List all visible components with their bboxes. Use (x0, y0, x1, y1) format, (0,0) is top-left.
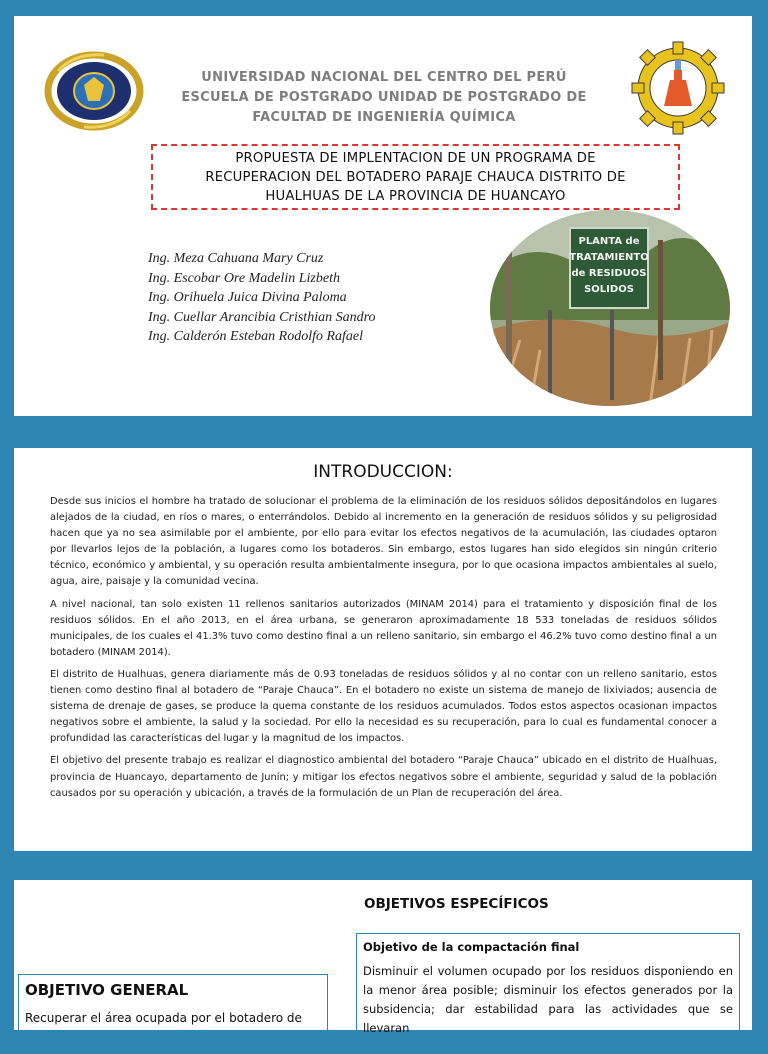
faculty-logo (630, 40, 726, 136)
specific-objectives-title: OBJETIVOS ESPECÍFICOS (364, 896, 549, 912)
author-name: Ing. Cuellar Arancibia Cristhian Sandro (148, 309, 376, 325)
university-name: UNIVERSIDAD NACIONAL DEL CENTRO DEL PERÚ (201, 70, 567, 85)
introduction-paragraph: El distrito de Hualhuas, genera diariamente más de 0.93 toneladas de residuos sólidos y al no contar con un relleno sanitario, estos tienen como destino final al botadero de “Paraje Chauca”. En el botadero no existe un sistema de manejo de lixiviados; ausencia de sistema de drenaje de gases, se produce la quema constante de los residuos acumulados. Todos estos aspectos ocasionan impactos negativos sobre el ambiente, la salud y la sociedad. Por ello la necesidad es su recuperación, para lo cual es fundamental conocer a profundidad las características del lugar y la magnitud de los impactos. (50, 668, 717, 745)
introduction-panel (14, 448, 752, 851)
author-name: Ing. Meza Cahuana Mary Cruz (148, 251, 324, 266)
sign-text: SOLIDOS (584, 284, 634, 295)
author-name: Ing. Escobar Ore Madelin Lizbeth (148, 270, 340, 286)
author-name: Ing. Calderón Esteban Rodolfo Rafael (148, 329, 364, 344)
postgraduate-school: ESCUELA DE POSTGRADO UNIDAD DE POSTGRADO DE (181, 90, 587, 105)
proposal-title-line: HUALHUAS DE LA PROVINCIA DE HUANCAYO (265, 188, 566, 204)
introduction-body (50, 494, 717, 808)
author-list (148, 249, 376, 347)
proposal-title-line: PROPUESTA DE IMPLENTACION DE UN PROGRAMA DE (235, 150, 596, 166)
university-logo (44, 51, 144, 131)
specific-objective-subtitle: Objetivo de la compactación final (363, 940, 580, 954)
faculty-name: FACULTAD DE INGENIERÍA QUÍMICA (252, 110, 516, 125)
general-objective-box (18, 974, 328, 1054)
proposal-title-line: RECUPERACION DEL BOTADERO PARAJE CHAUCA DISTRITO DE (205, 169, 626, 185)
university-heading (164, 68, 604, 128)
general-objective-text: Recuperar el área ocupada por el botadero de (25, 1011, 302, 1025)
specific-objective-box (356, 933, 740, 1053)
introduction-title: INTRODUCCION: (313, 462, 453, 482)
sign-text: TRATAMIENTO (569, 252, 649, 263)
proposal-title-box (151, 144, 680, 210)
sign-text: de RESIDUOS (571, 268, 647, 279)
objectives-panel (14, 880, 752, 1035)
landfill-site-photo (490, 210, 730, 406)
introduction-paragraph: Desde sus inicios el hombre ha tratado de solucionar el problema de la eliminación de los residuos sólidos depositándolos en lugares alejados de la ciudad, en ríos o mares, o enterrándolos. Debido al incremento en la generación de residuos sólidos y su peligrosidad hacen que ya no sea asimilable por el ambiente, por ello para evitar los efectos negativos de la acumulación, las ciudades optaron por llevarlos lejos de la población, a lugares como los botaderos. Sin embargo, estos lugares han sido elegidos sin ningún criterio técnico, económico y ambiental, y su operación resulta ambientalmente insegura, por lo que ocasiona impactos ambientales al suelo, agua, aire, paisaje y la comunidad vecina. (50, 496, 717, 588)
introduction-paragraph: A nivel nacional, tan solo existen 11 rellenos sanitarios autorizados (MINAM 2014) para el tratamiento y disposición final de los residuos sólidos. En el año 2013, en el área urbana, se generaron aproximadamente 18 533 toneladas de residuos sólidos municipales, de los cuales el 41.3% tuvo como destino final a un relleno sanitario, sin embargo el 46.2% tuvo como destino final a un botadero (MINAM 2014). (50, 598, 717, 658)
specific-objective-text: Disminuir el volumen ocupado por los residuos disponiendo en la menor área posible; disminuir los efectos generados por la subsidencia; dar estabilidad para las actividades que se llevaran (363, 964, 733, 1035)
author-name: Ing. Orihuela Juica Divina Paloma (148, 290, 347, 305)
introduction-paragraph: El objetivo del presente trabajo es realizar el diagnostico ambiental del botadero “Paraje Chauca” ubicado en el distrito de Hualhuas, provincia de Huancayo, departamento de Junín; y mitigar los efectos negativos sobre el ambiente, seguridad y salud de la población causados por su operación y ubicación, a través de la formulación de un Plan de recuperación del área. (50, 755, 717, 799)
sign-text: PLANTA de (578, 236, 640, 247)
general-objective-title: OBJETIVO GENERAL (25, 981, 189, 999)
header-panel (14, 16, 752, 416)
